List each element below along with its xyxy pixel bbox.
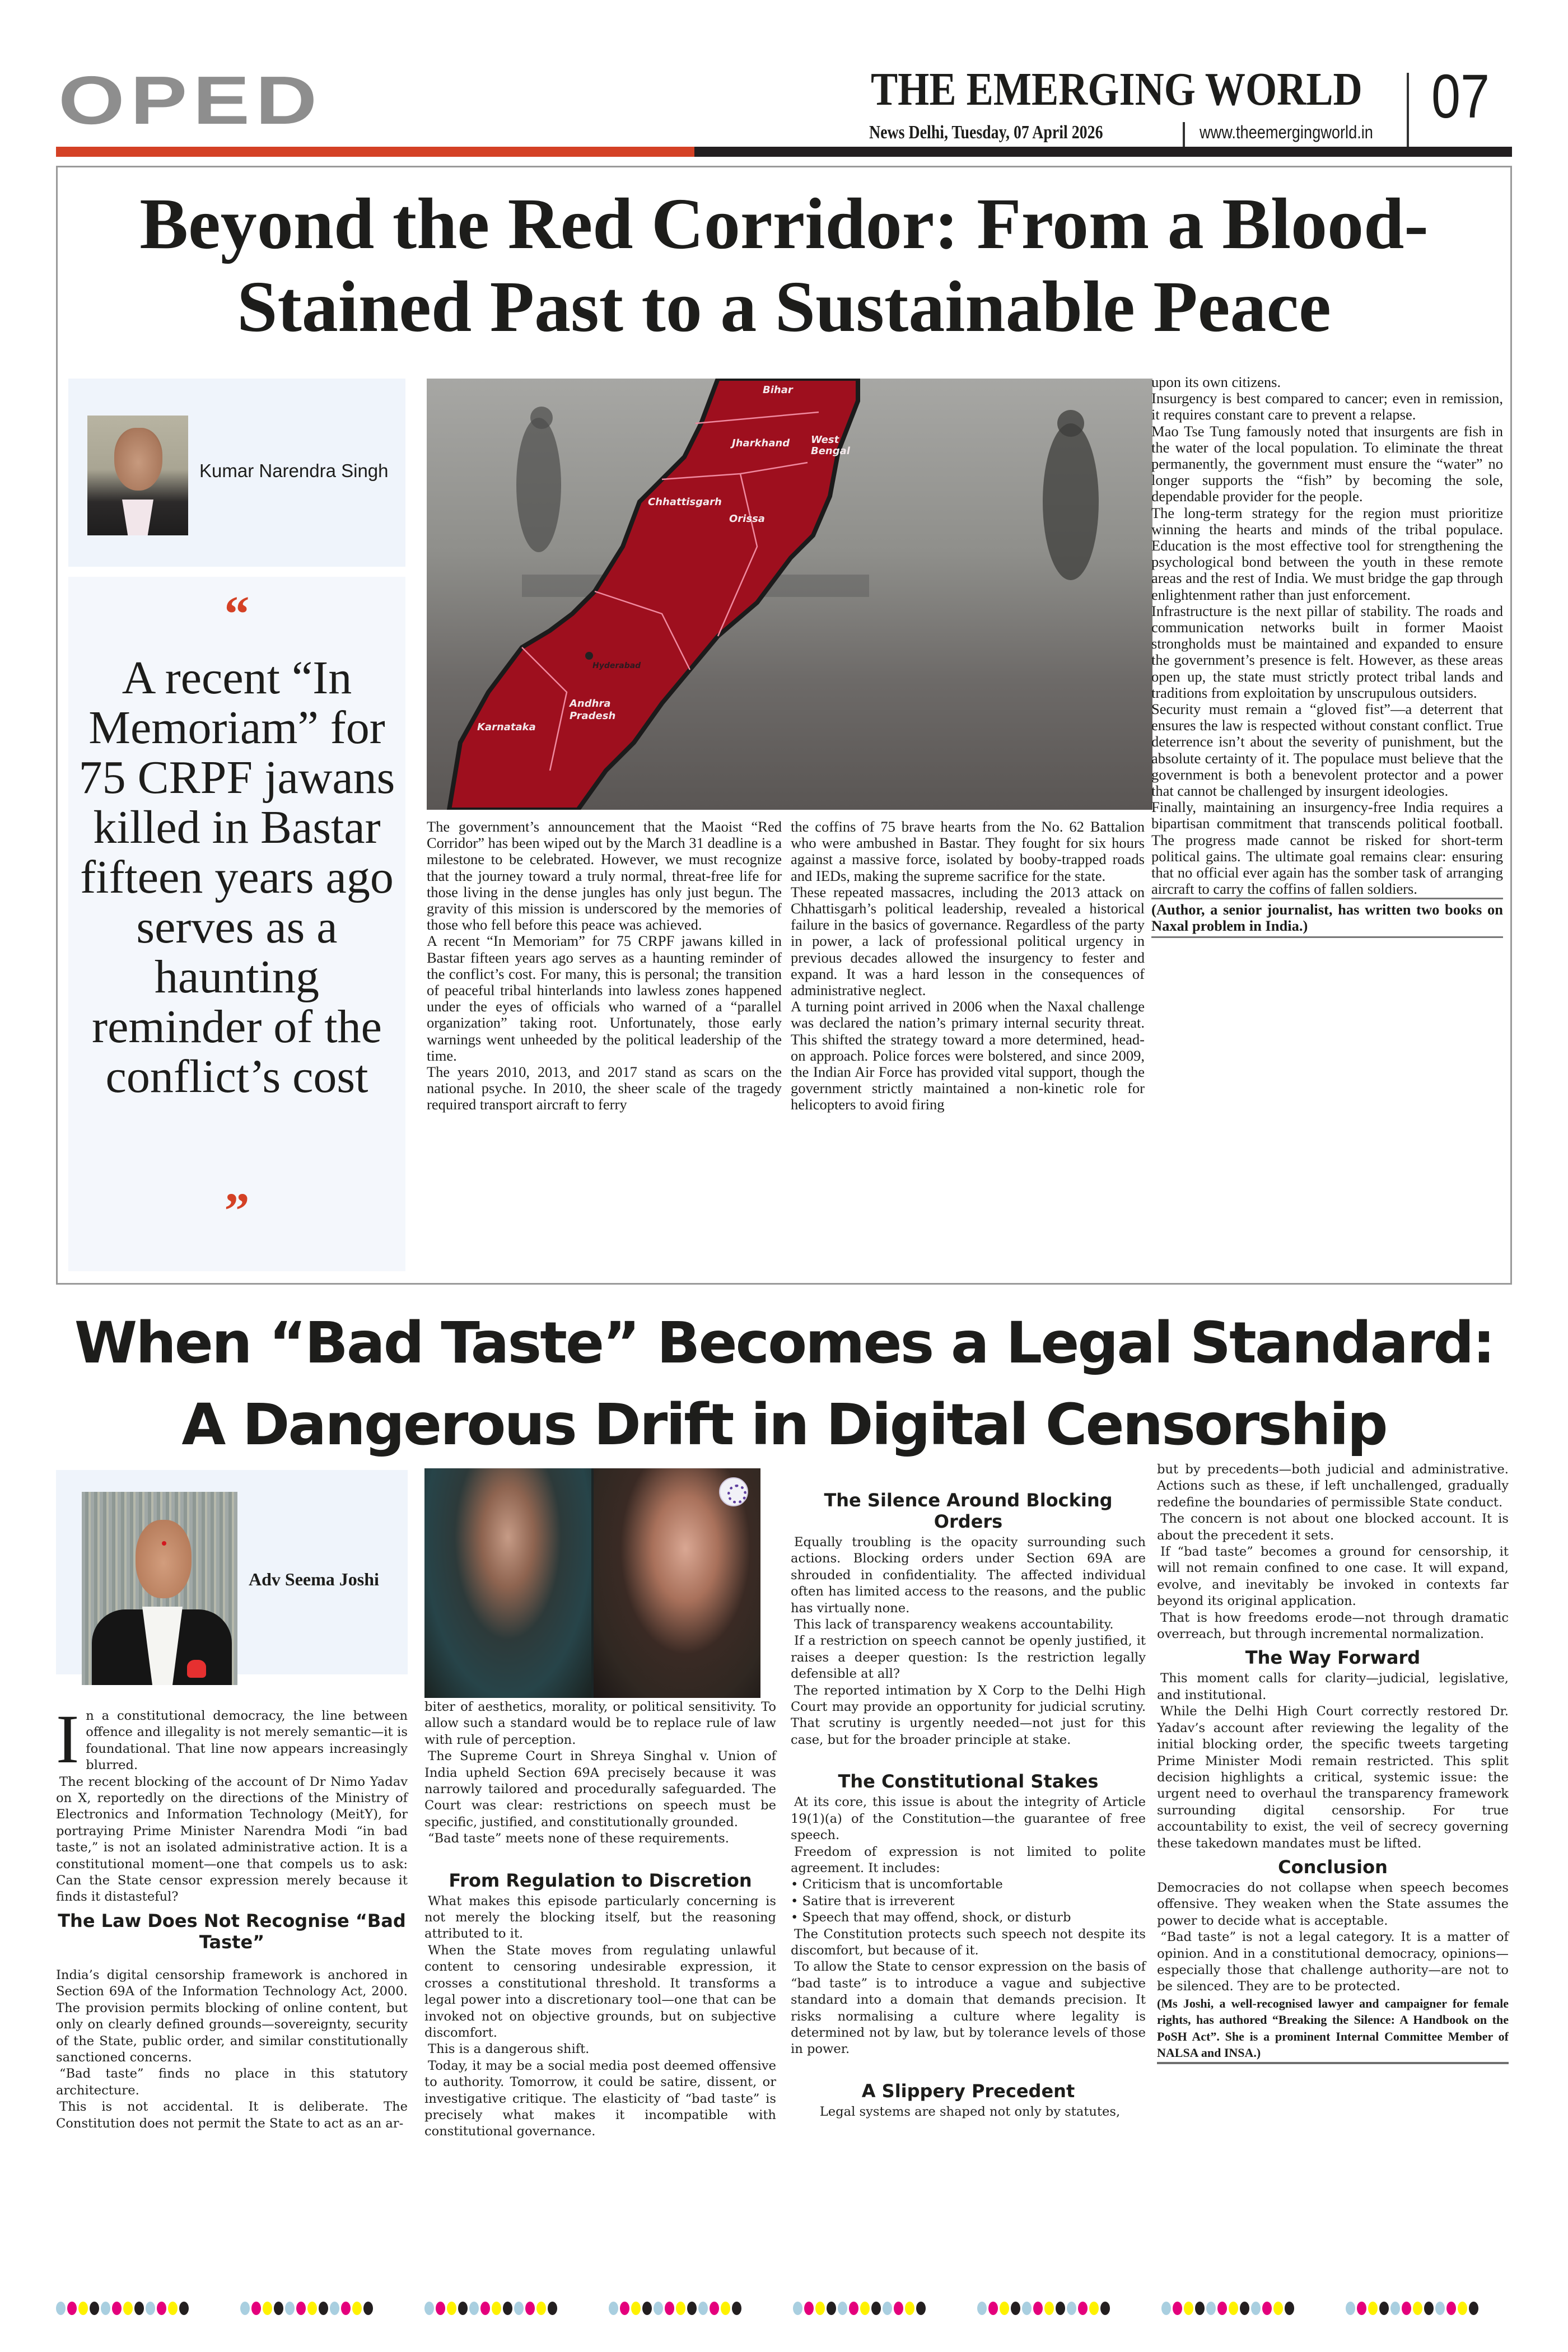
registration-dot	[1011, 2302, 1020, 2315]
subhead-conclusion: Conclusion	[1278, 1856, 1388, 1878]
registration-dot	[1446, 2302, 1456, 2315]
registration-dot	[1044, 2302, 1054, 2315]
registration-dot	[1273, 2302, 1283, 2315]
lead-text: n a constitutional democracy, the line between offence and illegality is not merely semantic—it is foundational. That line now appears increasingly blurred.	[86, 1709, 408, 1773]
registration-dot	[860, 2302, 870, 2315]
paragraph: The reported intimation by X Corp to the Delhi High Court may provide an opportunity for judicial scrutiny. That scrutiny is urgently needed—not just for this case, but for the broader principle at stake.	[791, 1683, 1146, 1747]
open-quote-icon: “	[224, 586, 250, 642]
paragraph: At its core, this issue is about the integrity of Article 19(1)(a) of the Constitution—the guarantee of free speech.	[791, 1795, 1146, 1843]
paragraph: If “bad taste” becomes a ground for censorship, it will not remain confined to one case. It will expand, evolve, and inevitably be invoked in contexts far beyond its original application.	[1157, 1544, 1509, 1609]
paragraph: but by precedents—both judicial and administrative. Actions such as these, if left unchallenged, gradually redefine the boundaries of permissible State conduct.	[1157, 1462, 1509, 1510]
registration-mark-group	[977, 2302, 1110, 2315]
registration-dot	[1184, 2302, 1193, 2315]
paragraph: While the Delhi High Court correctly restored Dr. Yadav’s account after reviewing the legality of the initial blocking order, the specific tweets targeting Prime Minister Modi remain restricted. This split decision highlights a critical, systemic issue: the urgent need to overhaul the transparency framework surrounding digital censorship. For true accountability to exist, the veil of secrecy governing these takedown mandates must be lifted.	[1157, 1704, 1509, 1851]
registration-dot	[274, 2302, 283, 2315]
article1-column-3	[1151, 374, 1503, 938]
lead-paragraph	[56, 1701, 408, 1777]
registration-dot	[1173, 2302, 1182, 2315]
registration-dot	[436, 2302, 445, 2315]
article2-author-bio: (Ms Joshi, a well-recognised lawyer and campaigner for female rights, has authored “Breaking the Silence: A Handbook on the PoSH Act”. She is a prominent Internal Committee Member of NALSA and INSA.)	[1157, 1995, 1509, 2065]
registration-mark-group	[424, 2302, 557, 2315]
registration-dot	[721, 2302, 730, 2315]
registration-dot	[514, 2302, 524, 2315]
registration-dot	[458, 2302, 468, 2315]
pull-quote: A recent “In Memoriam” for 75 CRPF jawans killed in Bastar fifteen years ago serves as a haunting reminder of the conflict’s cost	[78, 652, 395, 1103]
registration-dot	[793, 2302, 802, 2315]
article2-author-name: Adv Seema Joshi	[249, 1569, 379, 1589]
registration-dot	[905, 2302, 914, 2315]
registration-dot	[1262, 2302, 1272, 2315]
registration-dot	[1240, 2302, 1249, 2315]
registration-dot	[112, 2302, 122, 2315]
registration-dot	[240, 2302, 250, 2315]
paragraph: This is not accidental. It is deliberate. The Constitution does not permit the State to act as an ar-	[56, 2099, 408, 2131]
registration-dot	[251, 2302, 261, 2315]
registration-dot	[1413, 2302, 1422, 2315]
paragraph: Infrastructure is the next pillar of stability. The roads and communication networks built in former Maoist strongholds must be maintained and expanded to ensure the government’s presence is felt. However, as these areas open up, the state must strictly protect tribal lands and traditions from exploitation by unscrupulous outsiders.	[1151, 602, 1503, 701]
paragraph: India’s digital censorship framework is anchored in Section 69A of the Information Technology Act, 2000. The provision permits blocking of online content, but only on clearly defined grounds—sovereignty, security of the State, public order, and similar constitutionally sanctioned concerns.	[56, 1967, 408, 2065]
website-link[interactable]: www.theemergingworld.in	[1200, 122, 1373, 142]
paragraph: biter of aesthetics, morality, or political sensitivity. To allow such a standard would be to replace rule of law with rule of perception.	[424, 1700, 776, 1747]
paragraph: Mao Tse Tung famously noted that insurgents are fish in the water of the local population. To eliminate the threat permanently, the government must ensure the “water” no longer supports the “fish” by becoming the sole, dependable provider for the people.	[1151, 422, 1503, 505]
registration-dot	[179, 2302, 189, 2315]
article2-film-still-photo	[424, 1468, 760, 1698]
paragraph: A turning point arrived in 2006 when the Naxal challenge was declared the nation’s primary internal security threat. This shifted the strategy toward a more determined, head-on approach. Police forces were bolstered, and since 2009, the Indian Air Force has provided vital support, though the government strictly maintained a non-kinetic role for helicopters to avoid firing	[791, 998, 1145, 1113]
registration-dot	[815, 2302, 825, 2315]
registration-dot	[1161, 2302, 1171, 2315]
registration-dot	[285, 2302, 295, 2315]
registration-dot	[871, 2302, 881, 2315]
registration-dot	[146, 2302, 155, 2315]
registration-dot	[676, 2302, 685, 2315]
registration-dot	[1195, 2302, 1205, 2315]
registration-dot	[134, 2302, 144, 2315]
close-quote-icon: ”	[224, 1183, 250, 1239]
registration-dot	[1469, 2302, 1478, 2315]
article2-column-4	[1157, 1462, 1509, 2064]
paragraph: To allow the State to censor expression on the basis of “bad taste” is to introduce a vague and subjective standard into a domain that demands precision. It risks normalising a culture where legality is determined not by law, but by tolerance levels of those in power.	[791, 1959, 1146, 2057]
paragraph: The government’s announcement that the Maoist “Red Corridor” has been wiped out by the March 31 deadline is a milestone to be celebrated. However, we must recognize that the journey toward a truly normal, threat-free life for those living in the dense jungles has only just begun. The gravity of this mission is underscored by the memories of those who fell before this peace was achieved.	[427, 818, 782, 934]
paragraph: These repeated massacres, including the 2013 attack on Chhattisgarh’s political leadership, revealed a historical failure in the basics of governance. Regardless of the party in power, a lack of professional political urgency in previous decades allowed the insurgency to fester and expand. It was a hard lesson in the consequences of administrative neglect.	[791, 883, 1145, 999]
registration-dot	[296, 2302, 306, 2315]
paragraph: When the State moves from regulating unlawful content to censoring undesirable expression, it crosses a constitutional threshold. It transforms a legal power into a discretionary tool—one that can be invoked not on objective grounds, but on subjective discomfort.	[424, 1943, 776, 2040]
registration-dot	[827, 2302, 836, 2315]
masthead-bar-red	[56, 147, 694, 157]
bullet-item: • Satire that is irreverent	[791, 1893, 1146, 1910]
registration-dot	[352, 2302, 362, 2315]
registration-dot	[341, 2302, 351, 2315]
map-label: Karnataka	[477, 721, 536, 733]
article1-author-name: Kumar Narendra Singh	[199, 460, 389, 481]
map-label: Bihar	[763, 384, 793, 396]
section-tag: OPED	[58, 62, 323, 138]
paragraph: The long-term strategy for the region must prioritize winning the hearts and minds of the tribal populace. Education is the most effective tool for strengthening the psychological bond between the youth in these remote areas and the rest of India. We must bridge the gap through enlightenment rather than just enforcement.	[1151, 504, 1503, 603]
page-number: 07	[1431, 62, 1490, 131]
registration-dot	[1067, 2302, 1076, 2315]
registration-dot	[804, 2302, 814, 2315]
registration-dot	[536, 2302, 546, 2315]
article1-author-photo	[87, 416, 188, 535]
paragraph: the coffins of 75 brave hearts from the No. 62 Battalion who were ambushed in Bastar. They fought for six hours against a massive force, isolated by booby-trapped roads and IEDs, making the supreme sacrifice for the state.	[791, 818, 1145, 884]
registration-dot	[838, 2302, 847, 2315]
registration-dot	[1078, 2302, 1088, 2315]
map-city-dot	[585, 652, 593, 660]
registration-dot	[123, 2302, 133, 2315]
masthead-divider	[1407, 73, 1409, 148]
bullet-item: • Criticism that is uncomfortable	[791, 1877, 1146, 1893]
paragraph: The concern is not about one blocked account. It is about the precedent it sets.	[1157, 1511, 1509, 1543]
paragraph: Insurgency is best compared to cancer; even in remission, it requires constant care to prevent a relapse.	[1151, 390, 1503, 423]
paragraph: The Constitution protects such speech not despite its discomfort, but because of it.	[791, 1926, 1146, 1958]
paragraph: Democracies do not collapse when speech becomes offensive. They weaken when the State assumes the power to decide what is acceptable.	[1157, 1880, 1509, 1928]
registration-dot	[1379, 2302, 1389, 2315]
registration-dot	[1402, 2302, 1411, 2315]
registration-dot	[157, 2302, 166, 2315]
registration-dot	[1000, 2302, 1009, 2315]
registration-dot	[503, 2302, 512, 2315]
registration-dot	[1033, 2302, 1043, 2315]
registration-dot	[263, 2302, 272, 2315]
registration-dot	[654, 2302, 663, 2315]
registration-dot	[1390, 2302, 1400, 2315]
registration-dot	[67, 2302, 77, 2315]
paragraph: “Bad taste” is not a legal category. It is a matter of opinion. And in a constitutional democracy, opinions—especially those that challenge authority—are not to be silenced. They are to be protected.	[1157, 1930, 1509, 1994]
registration-dot	[609, 2302, 618, 2315]
registration-mark-group	[1346, 2302, 1478, 2315]
registration-dot	[642, 2302, 652, 2315]
paragraph: The years 2010, 2013, and 2017 stand as scars on the national psyche. In 2010, the sheer scale of the tragedy required transport aircraft to ferry	[427, 1063, 782, 1113]
article2-author-photo	[82, 1492, 237, 1685]
registration-dot	[1368, 2302, 1378, 2315]
paragraph: Today, it may be a social media post deemed offensive to authority. Tomorrow, it could be satire, dissent, or investigative critique. The elasticity of “bad taste” is precisely what makes it incompatible with constitutional governance.	[424, 2058, 776, 2139]
drop-cap: I	[56, 1701, 80, 1777]
subhead-regulation-discretion: From Regulation to Discretion	[449, 1869, 752, 1891]
registration-dot	[90, 2302, 99, 2315]
masthead-bar-black	[694, 147, 1512, 157]
registration-dot	[894, 2302, 903, 2315]
registration-dot	[168, 2302, 178, 2315]
photo-left-panel	[424, 1468, 591, 1698]
paragraph: Security must remain a “gloved fist”—a deterrent that ensures the law is respected without constant conflict. True deterrence isn’t about the severity of punishment, but the absolute certainty of it. The populace must believe that the government is both a benevolent protector and a power that cannot be challenged by insurgent ideologies.	[1151, 701, 1503, 800]
map-label: Chhattisgarh	[648, 496, 722, 508]
map-label: Jharkhand	[732, 437, 790, 449]
registration-dot	[1435, 2302, 1445, 2315]
registration-dot	[988, 2302, 998, 2315]
map-label: Orissa	[729, 513, 765, 525]
paragraph: This is a dangerous shift.	[428, 2042, 590, 2057]
registration-dot	[687, 2302, 697, 2315]
article2-headline: When “Bad Taste” Becomes a Legal Standard: A Dangerous Drift in Digital Censorship	[74, 1310, 1494, 1458]
paragraph: Equally troubling is the opacity surrounding such actions. Blocking orders under Section 69A are shrouded in confidentiality. The affected individual often has limited access to the reasons, and the public has virtually none.	[791, 1535, 1146, 1616]
paragraph: Finally, maintaining an insurgency-free India requires a bipartisan commitment that transcends political football. The progress made cannot be risked for short-term political gains. The ultimate goal remains clear: ensuring that no official ever again has the somber task of arranging aircraft to carry the coffins of fallen soldiers.	[1151, 799, 1503, 898]
registration-dot	[1346, 2302, 1355, 2315]
registration-dot	[1022, 2302, 1032, 2315]
registration-dot	[849, 2302, 858, 2315]
dateline: News Delhi, Tuesday, 07 April 2026	[869, 122, 1103, 143]
registration-dot	[447, 2302, 456, 2315]
newspaper-name: THE EMERGING WORLD	[871, 63, 1362, 115]
channel-emblem-icon	[719, 1477, 748, 1506]
registration-dot	[78, 2302, 88, 2315]
paragraph: upon its own citizens.	[1151, 374, 1281, 390]
red-corridor-map-photo	[427, 379, 1152, 810]
registration-dot	[424, 2302, 434, 2315]
paragraph: That is how freedoms erode—not through dramatic overreach, but through incremental normalization.	[1157, 1610, 1509, 1642]
registration-dot	[665, 2302, 674, 2315]
registration-mark-group	[56, 2302, 189, 2315]
registration-dot	[1424, 2302, 1434, 2315]
registration-marks	[56, 2302, 1512, 2315]
registration-dot	[1285, 2302, 1294, 2315]
bullet-item: • Speech that may offend, shock, or disturb	[791, 1910, 1146, 1926]
registration-dot	[916, 2302, 926, 2315]
map-label: West Bengal	[811, 434, 850, 457]
registration-dot	[101, 2302, 110, 2315]
registration-dot	[1089, 2302, 1099, 2315]
registration-dot	[307, 2302, 317, 2315]
paragraph: This moment calls for clarity—judicial, legislative, and institutional.	[1157, 1671, 1509, 1702]
registration-dot	[698, 2302, 708, 2315]
registration-dot	[469, 2302, 479, 2315]
subhead-law-bad-taste: The Law Does Not Recognise “Bad Taste”	[58, 1910, 406, 1953]
registration-dot	[319, 2302, 328, 2315]
article1-headline: Beyond the Red Corridor: From a Blood-Stained Past to a Sustainable Peace	[139, 184, 1429, 347]
paragraph: “Bad taste” finds no place in this statutory architecture.	[56, 2066, 408, 2098]
registration-dot	[1056, 2302, 1065, 2315]
registration-dot	[363, 2302, 373, 2315]
registration-dot	[710, 2302, 719, 2315]
paragraph: “Bad taste” meets none of these requirements.	[428, 1831, 729, 1846]
registration-dot	[480, 2302, 490, 2315]
registration-mark-group	[1161, 2302, 1294, 2315]
registration-dot	[883, 2302, 892, 2315]
registration-mark-group	[793, 2302, 926, 2315]
article1-column-2	[791, 819, 1145, 1113]
registration-dot	[1206, 2302, 1216, 2315]
registration-dot	[548, 2302, 557, 2315]
paragraph: What makes this episode particularly concerning is not merely the blocking itself, but the reasoning attributed to it.	[424, 1893, 776, 1942]
paragraph: Freedom of expression is not limited to polite agreement. It includes:	[791, 1844, 1146, 1875]
registration-dot	[1217, 2302, 1227, 2315]
map-label: Hyderabad	[592, 661, 641, 670]
paragraph: If a restriction on speech cannot be openly justified, it raises a deeper question: Is the restriction legally defensible at all?	[791, 1634, 1146, 1682]
paragraph: A recent “In Memoriam” for 75 CRPF jawans killed in Bastar fifteen years ago serves as a haunting reminder of the conflict’s cost. For many, this is personal; the transition of peaceful tribal hinterlands into lawless zones happened under the eyes of officials who warned of a “parallel organization” taking root. Unfortunately, those early warnings went unheeded by the political leadership of the time.	[427, 932, 782, 1064]
registration-mark-group	[240, 2302, 373, 2315]
subhead-slippery-precedent: A Slippery Precedent	[861, 2080, 1075, 2102]
article2-column-1	[56, 1701, 408, 2132]
registration-dot	[525, 2302, 535, 2315]
article2-column-2	[424, 1699, 776, 2140]
registration-dot	[1229, 2302, 1238, 2315]
article2-column-3	[791, 1485, 1146, 2120]
registration-dot	[56, 2302, 66, 2315]
subhead-constitutional-stakes: The Constitutional Stakes	[838, 1771, 1099, 1793]
subhead-way-forward: The Way Forward	[1245, 1647, 1421, 1669]
map-label: Andhra Pradesh	[570, 698, 616, 722]
registration-mark-group	[609, 2302, 741, 2315]
paragraph: The recent blocking of the account of Dr Nimo Yadav on X, reportedly on the directions of the Ministry of Electronics and Information Technology (MeitY), for portraying Prime Minister Narendra Modi “in bad taste,” is not an isolated administrative action. It is a constitutional moment—one that compels us to ask: Can the State censor expression merely because it finds it distasteful?	[56, 1774, 408, 1905]
registration-dot	[1357, 2302, 1366, 2315]
registration-dot	[330, 2302, 339, 2315]
registration-dot	[1458, 2302, 1467, 2315]
paragraph: This lack of transparency weakens accountability.	[794, 1617, 1114, 1632]
subhead-silence-blocking: The Silence Around Blocking Orders	[824, 1490, 1113, 1532]
registration-dot	[492, 2302, 501, 2315]
registration-dot	[1251, 2302, 1261, 2315]
article1-author-bio: (Author, a senior journalist, has written two books on Naxal problem in India.)	[1151, 898, 1503, 938]
paragraph: The Supreme Court in Shreya Singhal v. Union of India upheld Section 69A precisely because it was narrowly tailored and procedurally safeguarded. The Court was clear: restrictions on speech must be specific, justified, and constitutionally grounded.	[424, 1749, 776, 1830]
paragraph: Legal systems are shaped not only by statutes,	[819, 2104, 1121, 2119]
registration-dot	[620, 2302, 629, 2315]
registration-dot	[732, 2302, 741, 2315]
registration-dot	[631, 2302, 641, 2315]
registration-dot	[1100, 2302, 1110, 2315]
article1-column-1	[427, 819, 782, 1113]
registration-dot	[977, 2302, 987, 2315]
